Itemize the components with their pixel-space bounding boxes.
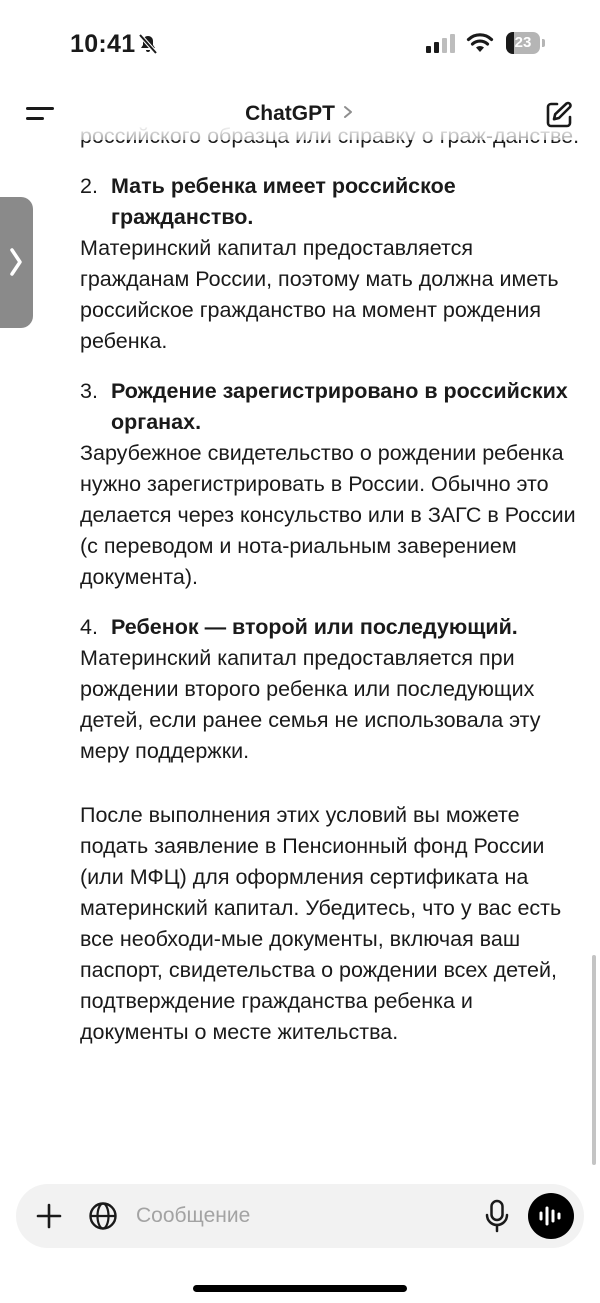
message-composer (16, 1184, 584, 1248)
list-item-title: Рождение зарегистрировано в российских органах. (111, 379, 568, 434)
microphone-icon[interactable] (484, 1199, 510, 1233)
app-title: ChatGPT (245, 102, 335, 125)
message-input[interactable] (136, 1201, 466, 1231)
audio-waveform-icon (538, 1205, 564, 1227)
chevron-right-icon (8, 247, 24, 277)
list-item-number: 2. (80, 174, 98, 198)
cellular-signal-icon (426, 33, 456, 53)
battery-indicator (506, 32, 546, 54)
list-item (80, 376, 580, 593)
status-bar (0, 0, 600, 90)
chat-header (0, 90, 600, 140)
plus-icon[interactable] (36, 1203, 62, 1229)
status-time: 10:41 (70, 30, 136, 58)
list-item-title: Мать ребенка имеет российское гражданство. (111, 174, 456, 229)
list-item (80, 612, 580, 767)
side-panel-handle[interactable] (0, 197, 33, 328)
list-item-body: Зарубежное свидетельство о рождении ребенка нужно зарегистрировать в России. Обычно это делается через консульство или в ЗАГС в России (с переводом и нота-риальным заверением документа). (80, 441, 576, 589)
assistant-message (80, 121, 580, 1048)
wifi-icon (466, 32, 494, 54)
globe-icon[interactable] (88, 1201, 118, 1231)
list-item-body: Материнский капитал предоставляется при рождении второго ребенка или последующих детей, если ранее семья не использовала эту меру поддержки. (80, 646, 541, 763)
scrollbar[interactable] (592, 955, 596, 1165)
home-indicator[interactable] (193, 1285, 407, 1292)
chevron-right-icon (341, 105, 355, 119)
list-item (80, 171, 580, 357)
battery-level: 23 (514, 34, 532, 51)
list-item-number: 3. (80, 379, 98, 403)
list-item-body: Материнский капитал предоставляется гражданам России, поэтому мать должна иметь российское гражданство на момент рождения ребенка. (80, 236, 559, 353)
voice-mode-button[interactable] (528, 1193, 574, 1239)
list-item-number: 4. (80, 615, 98, 639)
message-conclusion: После выполнения этих условий вы можете подать заявление в Пенсионный фонд России (или МФЦ) для оформления сертификата на материнский капитал. Убедитесь, что у вас есть все необходи-мые документы, включая ваш паспорт, свидетельства о рождении всех детей, подтверждение гражданства ребенка и документы о месте жительства. (80, 803, 562, 1044)
new-chat-edit-icon[interactable] (544, 100, 574, 130)
model-selector[interactable] (0, 102, 600, 126)
bell-slash-icon (137, 33, 159, 55)
list-item-title: Ребенок — второй или последующий. (111, 615, 518, 639)
